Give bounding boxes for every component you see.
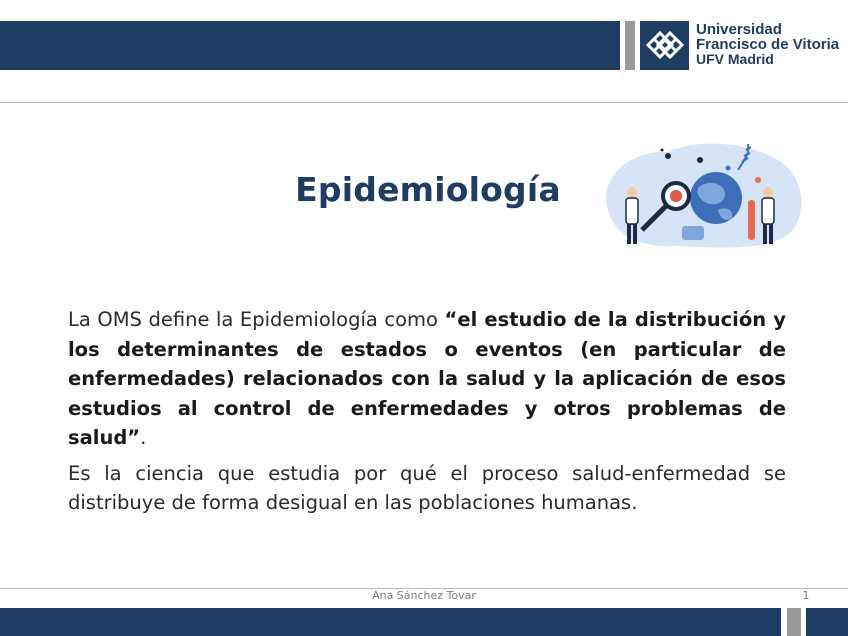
footer-band-end [806, 608, 848, 636]
header-band [0, 21, 620, 70]
footer-band [0, 608, 781, 636]
logo-line-2: Francisco de Vitoria [696, 36, 840, 53]
slide-page-number: 1 [802, 589, 810, 602]
slide-body [68, 305, 786, 524]
header-divider [0, 102, 848, 103]
logo-line-3: UFV Madrid [696, 51, 774, 67]
science-paragraph: Es la ciencia que estudia por qué el proceso salud-enfermedad se distribuye de forma desigual en las poblaciones humanas. [68, 461, 786, 514]
definition-quote: “el estudio de la distribución y los determinantes de estados o eventos (en particular de enfermedades) relacionados con la salud y la aplicación de esos estudios al control de enfermedades y otros problemas de salud” [68, 308, 786, 449]
slide-title: Epidemiología [295, 170, 561, 209]
footer-author: Ana Sánchez Tovar [372, 589, 476, 602]
ufv-logo-text [696, 22, 839, 67]
definition-paragraph [68, 305, 786, 453]
logo-line-1: Universidad [696, 21, 782, 38]
definition-end: . [140, 426, 147, 449]
header-accent-bar [625, 21, 635, 70]
ufv-logo-icon [640, 21, 689, 70]
epidemiology-illustration-icon [598, 140, 804, 252]
footer-accent-bar [787, 608, 801, 636]
definition-intro: La OMS define la Epidemiología como [68, 308, 445, 331]
